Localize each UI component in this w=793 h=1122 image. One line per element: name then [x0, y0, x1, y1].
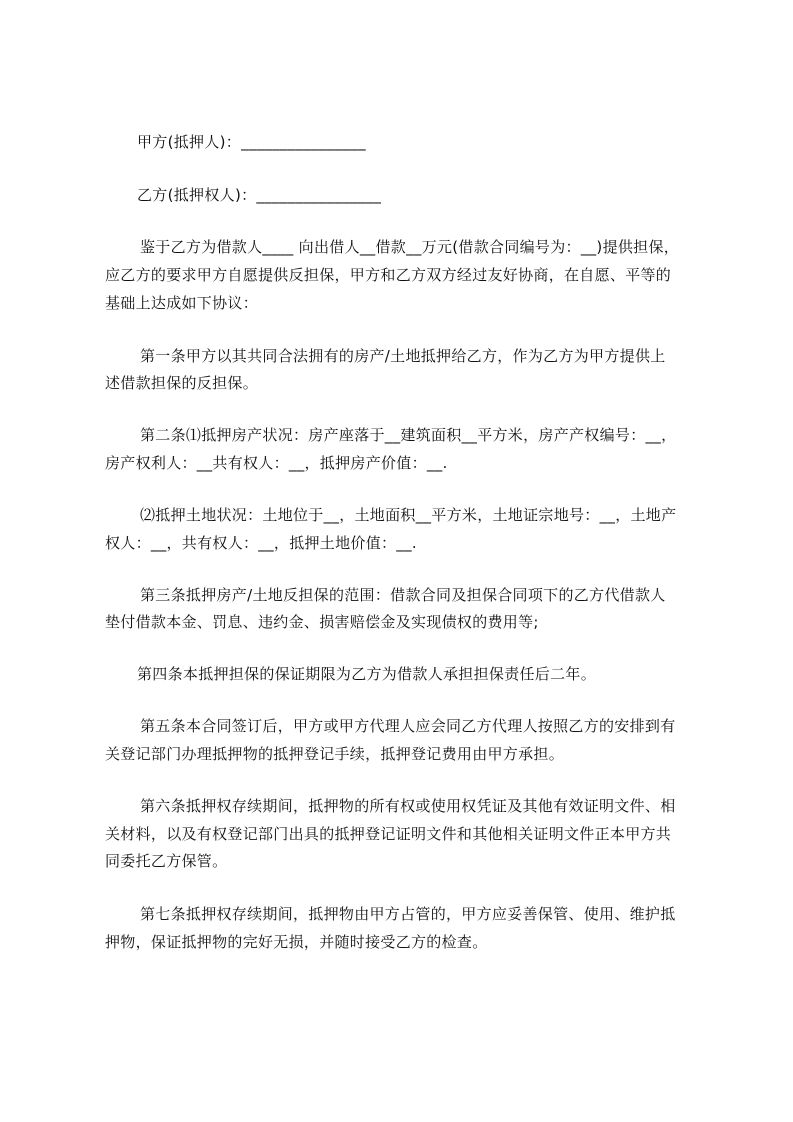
- paragraph-line: 关材料，以及有权登记部门出具的抵押登记证明文件和其他相关证明文件正本甲方共: [105, 825, 672, 843]
- paragraph-line: 房产权利人：__共有权人：__，抵押房产价值：__.: [105, 454, 448, 472]
- paragraph-line: 同委托乙方保管。: [105, 852, 228, 870]
- paragraph-line: 第五条本合同签订后，甲方或甲方代理人应会同乙方代理人按照乙方的安排到有: [140, 717, 676, 735]
- paragraph-line: 第七条抵押权存续期间，抵押物由甲方占管的，甲方应妥善保管、使用、维护抵: [140, 905, 676, 923]
- party-b-line: 乙方(抵押权人)：________________: [137, 186, 382, 204]
- paragraph-line: 第一条甲方以其共同合法拥有的房产/土地抵押给乙方，作为乙方为甲方提供上: [140, 347, 666, 365]
- paragraph-line: 述借款担保的反担保。: [105, 374, 259, 392]
- paragraph-line: 押物，保证抵押物的完好无损，并随时接受乙方的检查。: [105, 933, 488, 951]
- paragraph-line: 关登记部门办理抵押物的抵押登记手续，抵押登记费用由甲方承担。: [105, 745, 565, 763]
- paragraph-line: 基础上达成如下协议：: [105, 294, 259, 312]
- paragraph-line: 第二条⑴抵押房产状况：房产座落于__建筑面积__平方米，房产产权编号：__，: [140, 426, 677, 444]
- paragraph-line: 第六条抵押权存续期间，抵押物的所有权或使用权凭证及其他有效证明文件、相: [140, 797, 676, 815]
- paragraph-line: ⑵抵押土地状况：土地位于__，土地面积__平方米，土地证宗地号：__，土地产: [140, 506, 677, 524]
- paragraph-line: 垫付借款本金、罚息、违约金、损害赔偿金及实现债权的费用等;: [105, 613, 539, 631]
- paragraph-line: 权人：__，共有权人：__，抵押土地价值：__.: [105, 534, 417, 552]
- paragraph-line: 应乙方的要求甲方自愿提供反担保，甲方和乙方双方经过友好协商，在自愿、平等的: [105, 266, 672, 284]
- paragraph-line: 第四条本抵押担保的保证期限为乙方为借款人承担担保责任后二年。: [137, 665, 597, 683]
- paragraph-line: 第三条抵押房产/土地反担保的范围：借款合同及担保合同项下的乙方代借款人: [140, 586, 666, 604]
- paragraph-line: 鉴于乙方为借款人____ 向出借人__借款__万元(借款合同编号为：__)提供担保，: [140, 238, 680, 256]
- party-a-line: 甲方(抵押人)：________________: [137, 133, 366, 151]
